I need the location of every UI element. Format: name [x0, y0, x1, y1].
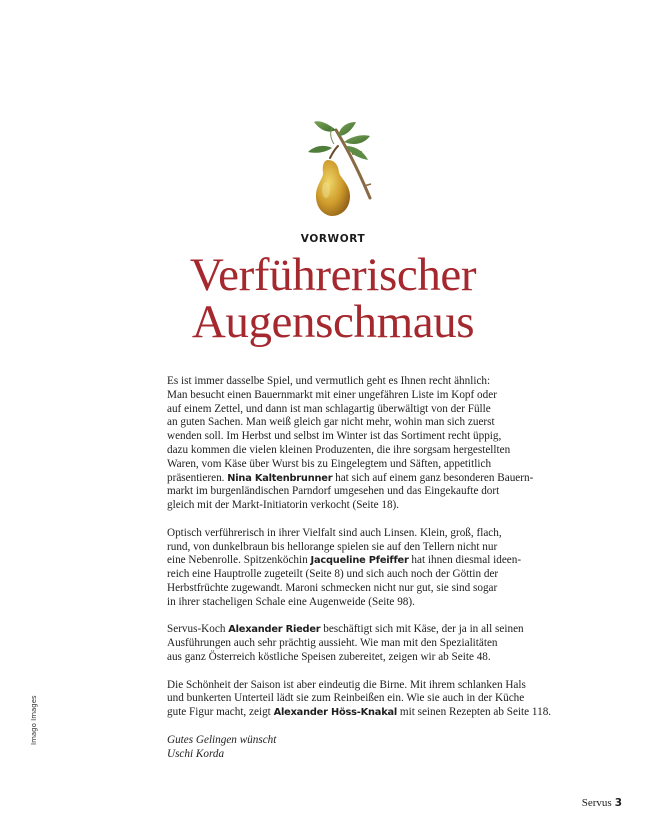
paragraph-4: [167, 679, 567, 720]
text-line: Servus-Koch Alexander Rieder beschäftigt sich mit Käse, der ja in all seinen: [167, 623, 524, 636]
text-line: eine Nebenrolle. Spitzenköchin Jacqueline Pfeiffer hat ihnen diesmal ideen-: [167, 554, 522, 567]
signoff-greeting: Gutes Gelingen wünscht: [167, 733, 277, 746]
text-line: wenden soll. Im Herbst und selbst im Winter ist das Sortiment recht üppig,: [167, 430, 502, 443]
section-kicker: VORWORT: [300, 233, 366, 245]
text-line: aus ganz Österreich köstliche Speisen zubereitet, zeigen wir ab Seite 48.: [167, 650, 491, 663]
title-line-1: Verführerischer: [189, 249, 477, 301]
magazine-name: Servus: [581, 797, 612, 809]
page-number: 3: [614, 797, 622, 809]
signoff-author: Uschi Korda: [167, 747, 225, 760]
text-line: Herbstfrüchte zugewandt. Maroni schmecken nicht nur gut, sie sind sogar: [167, 581, 498, 594]
text-line: reich eine Hauptrolle zugeteilt (Seite 8) und sich auch noch der Göttin der: [167, 568, 499, 581]
chef-name: Alexander Höss-Knakal: [273, 707, 398, 719]
text-line: Man besucht einen Bauernmarkt mit einer ungefähren Liste im Kopf oder: [167, 388, 497, 401]
text-line: und bunkerten Unterteil lädt sie zum Reinbeißen ein. Wie sie auch in der Küche: [167, 692, 525, 705]
text-line: Optisch verführerisch in ihrer Vielfalt sind auch Linsen. Klein, groß, flach,: [167, 526, 502, 539]
text-line: Die Schönheit der Saison ist aber eindeutig die Birne. Mit ihrem schlanken Hals: [167, 678, 526, 691]
text-line: präsentieren. Nina Kaltenbrunner hat sich auf einem ganz besonderen Bauern-: [167, 471, 534, 484]
photo-credit: Imago Images: [30, 695, 38, 745]
text-line: gleich mit der Markt-Initiatorin verkocht (Seite 18).: [167, 499, 400, 512]
chef-name: Alexander Rieder: [228, 624, 321, 636]
text-line: gute Figur macht, zeigt Alexander Höss-Knakal mit seinen Rezepten ab Seite 118.: [167, 706, 552, 719]
author-name: Nina Kaltenbrunner: [227, 472, 333, 484]
text-line: Es ist immer dasselbe Spiel, und vermutlich geht es Ihnen recht ähnlich:: [167, 375, 491, 387]
paragraph-3: [167, 623, 567, 664]
text-line: in ihrer stacheligen Schale eine Augenweide (Seite 98).: [167, 595, 415, 608]
signoff: [167, 734, 567, 762]
page-title: [0, 249, 666, 348]
text-line: auf einem Zettel, und dann ist man schlagartig überwältigt von der Fülle: [167, 402, 491, 415]
text-line: an guten Sachen. Man weiß gleich gar nicht mehr, wohin man sich zuerst: [167, 416, 495, 429]
text-line: markt im burgenländischen Parndorf umgesehen und das Eingekaufte dort: [167, 485, 500, 498]
paragraph-1: [167, 375, 567, 513]
text-line: rund, von dunkelbraun bis hellorange spielen sie auf den Tellern nicht nur: [167, 540, 498, 553]
title-line-2: Augenschmaus: [191, 296, 475, 348]
paragraph-2: [167, 527, 567, 610]
text-line: Waren, vom Käse über Wurst bis zu Eingelegtem und Säften, appetitlich: [167, 457, 492, 470]
chef-name: Jacqueline Pfeiffer: [310, 555, 409, 567]
pear-illustration: [292, 114, 388, 220]
text-line: dazu kommen die vielen kleinen Produzenten, die ihre sorgsam hergestellten: [167, 443, 511, 456]
text-line: Ausführungen auch sehr prächtig aussieht. Wie man mit den Spezialitäten: [167, 637, 498, 650]
page-footer: [582, 797, 622, 809]
article-body: [167, 375, 567, 761]
